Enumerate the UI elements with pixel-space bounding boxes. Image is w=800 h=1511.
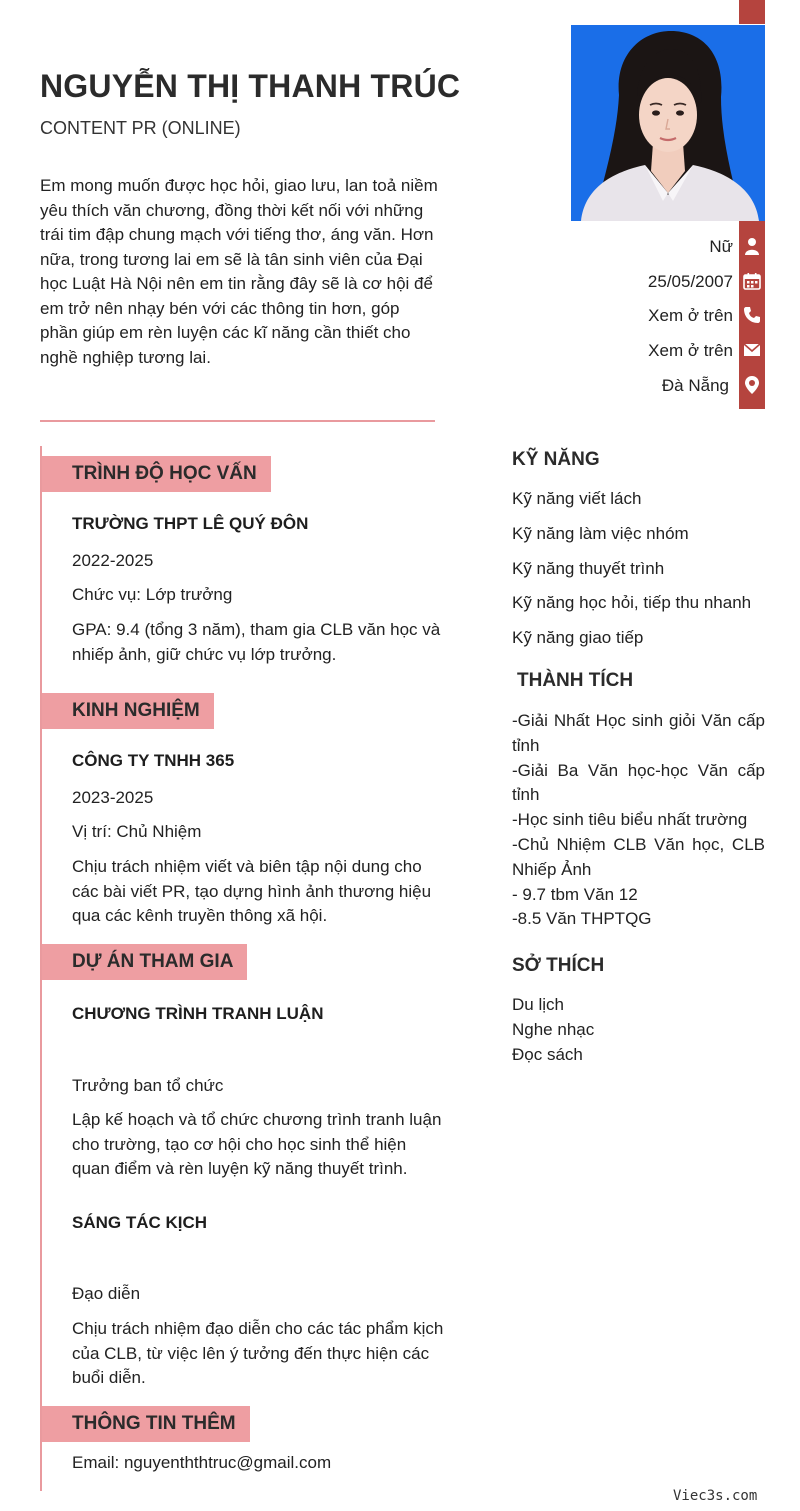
experience-position: Vị trí: Chủ Nhiệm — [72, 822, 202, 841]
profile-photo — [571, 25, 765, 221]
achievement-item: -Chủ Nhiệm CLB Văn học, CLB Nhiếp Ảnh — [512, 834, 765, 879]
project-description: Lập kế hoạch và tổ chức chương trình tranh luận cho trường, tạo cơ hội cho học sinh thể hiện quan điểm và rèn luyện kỹ năng thuyết trình. — [72, 1110, 442, 1178]
projects-heading: DỰ ÁN THAM GIA — [42, 944, 247, 980]
location-pin-icon — [741, 374, 763, 396]
top-accent-bar — [739, 0, 765, 24]
experience-heading: KINH NGHIỆM — [42, 693, 214, 729]
education-position: Chức vụ: Lớp trưởng — [72, 585, 233, 604]
project-description: Chịu trách nhiệm đạo diễn cho các tác phẩm kịch của CLB, từ việc lên ý tưởng đến thực hiện các buổi diễn. — [72, 1319, 444, 1387]
achievement-item: - 9.7 tbm Văn 12 — [512, 884, 638, 904]
gender-value: Nữ — [709, 237, 733, 256]
header-divider — [40, 420, 435, 422]
achievements-list — [512, 709, 765, 932]
birthday-value: 25/05/2007 — [647, 272, 733, 291]
experience-period: 2023-2025 — [72, 788, 154, 807]
address-value: Đà Nẵng — [661, 376, 729, 395]
phone-value: Xem ở trên — [648, 306, 733, 325]
achievement-item: -Giải Ba Văn học-học Văn cấp tỉnh — [512, 760, 765, 805]
achievement-item: -8.5 Văn THPTQG — [512, 909, 652, 929]
achievement-item: -Giải Nhất Học sinh giỏi Văn cấp tỉnh — [512, 711, 765, 755]
mail-icon — [741, 339, 763, 361]
project-role: Trưởng ban tổ chức — [72, 1076, 224, 1095]
school-name: TRƯỜNG THPT LÊ QUÝ ĐÔN — [72, 514, 309, 533]
candidate-name: NGUYỄN THỊ THANH TRÚC — [40, 68, 461, 104]
phone-icon — [741, 304, 763, 326]
education-heading: TRÌNH ĐỘ HỌC VẤN — [42, 456, 271, 492]
skill-item: Kỹ năng giao tiếp — [512, 628, 644, 647]
achievement-item: -Học sinh tiêu biểu nhất trường — [512, 810, 748, 830]
company-name: CÔNG TY TNHH 365 — [72, 751, 235, 770]
hobby-item: Du lịch — [512, 995, 564, 1014]
education-description: GPA: 9.4 (tổng 3 năm), tham gia CLB văn học và nhiếp ảnh, giữ chức vụ lớp trưởng. — [72, 620, 441, 664]
education-period: 2022-2025 — [72, 551, 154, 570]
skill-item: Kỹ năng làm việc nhóm — [512, 524, 689, 543]
hobby-item: Đọc sách — [512, 1045, 583, 1064]
extra-info-heading: THÔNG TIN THÊM — [42, 1406, 250, 1442]
skills-heading: KỸ NĂNG — [512, 449, 600, 470]
achievements-heading: THÀNH TÍCH — [517, 670, 634, 691]
project-title: SÁNG TÁC KỊCH — [72, 1213, 208, 1232]
hobbies-heading: SỞ THÍCH — [512, 955, 605, 976]
skill-item: Kỹ năng thuyết trình — [512, 559, 665, 578]
extra-email: Email: nguyenththtruc@gmail.com — [72, 1453, 332, 1472]
person-icon — [741, 235, 763, 257]
hobby-item: Nghe nhạc — [512, 1020, 595, 1039]
career-summary: Em mong muốn được học hỏi, giao lưu, lan toả niềm yêu thích văn chương, đồng thời kết nối với những trái tim đập chung mạch với tiếng thơ, áng văn. Hơn nữa, trong tương lai em sẽ là tân sinh viên của Đại học Luật Hà Nội nên em tin rằng đây sẽ là cơ hội để em trở nên nhạy bén với các thông tin hơn, góp phần giúp em rèn luyện các kĩ năng cần thiết cho nghề nghiệp tương lai. — [40, 176, 438, 367]
project-title: CHƯƠNG TRÌNH TRANH LUẬN — [72, 1004, 324, 1023]
experience-description: Chịu trách nhiệm viết và biên tập nội dung cho các bài viết PR, tạo dựng hình ảnh thương hiệu qua các kênh truyền thông xã hội. — [72, 857, 432, 925]
email-value: Xem ở trên — [648, 341, 733, 360]
calendar-icon — [741, 270, 763, 292]
skill-item: Kỹ năng viết lách — [512, 489, 642, 508]
site-watermark: Viec3s.com — [673, 1488, 758, 1504]
skill-item: Kỹ năng học hỏi, tiếp thu nhanh — [512, 593, 752, 612]
job-title: CONTENT PR (ONLINE) — [40, 118, 241, 138]
project-role: Đạo diễn — [72, 1284, 141, 1303]
